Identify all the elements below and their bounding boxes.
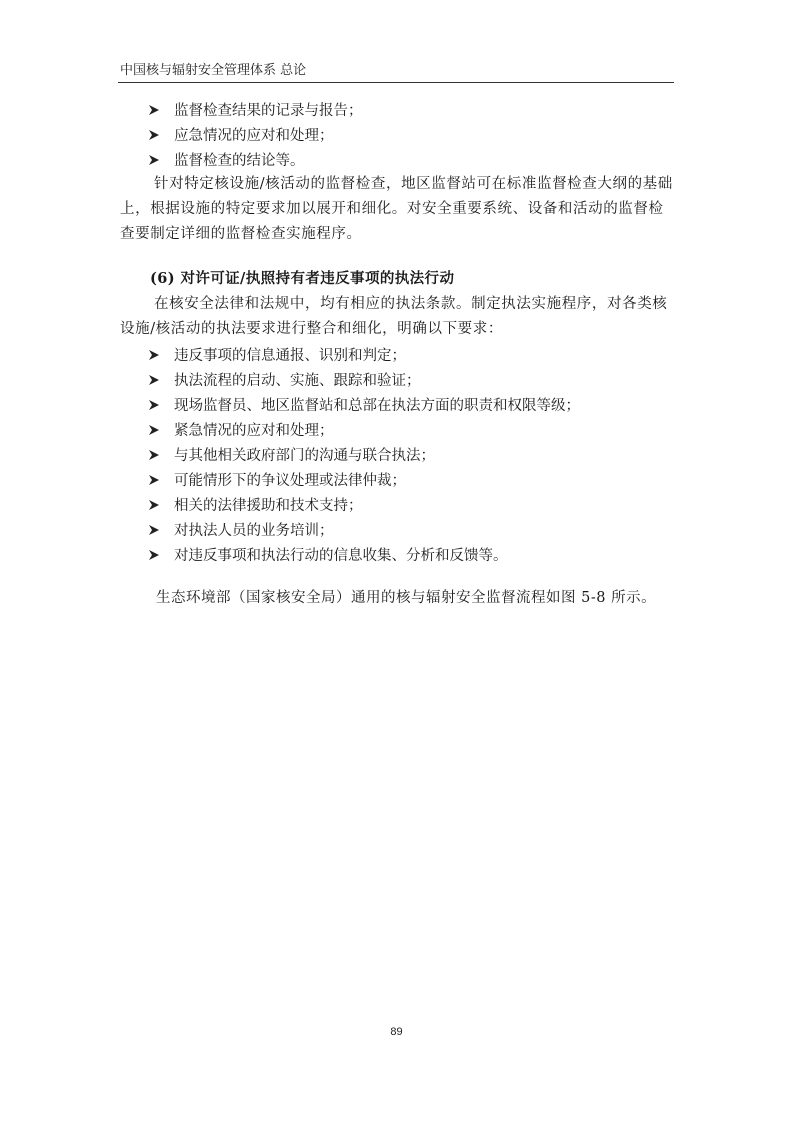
paragraph: 针对特定核设施/核活动的监督检查，地区监督站可在标准监督检查大纲的基础上，根据设施的特定要求加以展开和细化。对安全重要系统、设备和活动的监督检查要制定详细的监督检查实施程序。 xyxy=(120,176,673,242)
arrow-right-icon xyxy=(148,549,160,561)
list-item-text: 可能情形下的争议处理或法律仲裁； xyxy=(174,473,406,489)
list-item-text: 监督检查的结论等。 xyxy=(174,153,305,169)
paragraph: 在核安全法律和法规中，均有相应的执法条款。制定执法实施程序，对各类核设施/核活动的执法要求进行整合和细化，明确以下要求： xyxy=(120,296,668,337)
list-item xyxy=(120,122,674,147)
list-item-text: 执法流程的启动、实施、跟踪和验证； xyxy=(174,373,421,389)
arrow-right-icon xyxy=(148,474,160,486)
list-item xyxy=(120,542,674,567)
list-item-text: 监督检查结果的记录与报告； xyxy=(174,103,363,119)
list-item-text: 相关的法律援助和技术支持； xyxy=(174,498,363,514)
list-item xyxy=(120,367,674,392)
arrow-right-icon xyxy=(148,374,160,386)
list-item xyxy=(120,442,674,467)
list-item xyxy=(120,392,674,417)
arrow-right-icon xyxy=(148,129,160,141)
arrow-right-icon xyxy=(148,349,160,361)
arrow-right-icon xyxy=(148,524,160,536)
arrow-right-icon xyxy=(148,499,160,511)
header-divider xyxy=(118,82,674,83)
spacer xyxy=(120,567,674,585)
page-number: 89 xyxy=(390,1026,403,1038)
list-item-text: 现场监督员、地区监督站和总部在执法方面的职责和权限等级； xyxy=(174,398,580,414)
arrow-right-icon xyxy=(148,154,160,166)
list-item xyxy=(120,147,674,172)
list-item xyxy=(120,517,674,542)
list-item xyxy=(120,467,674,492)
list-item xyxy=(120,342,674,367)
running-header: 中国核与辐射安全管理体系 总论 xyxy=(120,63,307,78)
arrow-right-icon xyxy=(148,104,160,116)
arrow-right-icon xyxy=(148,449,160,461)
arrow-right-icon xyxy=(148,399,160,411)
list-item-text: 与其他相关政府部门的沟通与联合执法； xyxy=(174,448,435,464)
section-heading: (6) 对许可证/执照持有者违反事项的执法行动 xyxy=(150,270,455,287)
list-item-text: 应急情况的应对和处理； xyxy=(174,128,334,144)
list-item-text: 违反事项的信息通报、识别和判定； xyxy=(174,348,406,364)
closing-paragraph: 生态环境部（国家核安全局）通用的核与辐射安全监督流程如图 5-8 所示。 xyxy=(156,590,657,606)
list-item xyxy=(120,417,674,442)
list-item-text: 紧急情况的应对和处理； xyxy=(174,423,334,439)
list-item xyxy=(120,97,674,122)
page-body xyxy=(120,97,674,611)
arrow-right-icon xyxy=(148,424,160,436)
list-item xyxy=(120,492,674,517)
list-item-text: 对违反事项和执法行动的信息收集、分析和反馈等。 xyxy=(174,548,508,564)
list-item-text: 对执法人员的业务培训； xyxy=(174,523,334,539)
